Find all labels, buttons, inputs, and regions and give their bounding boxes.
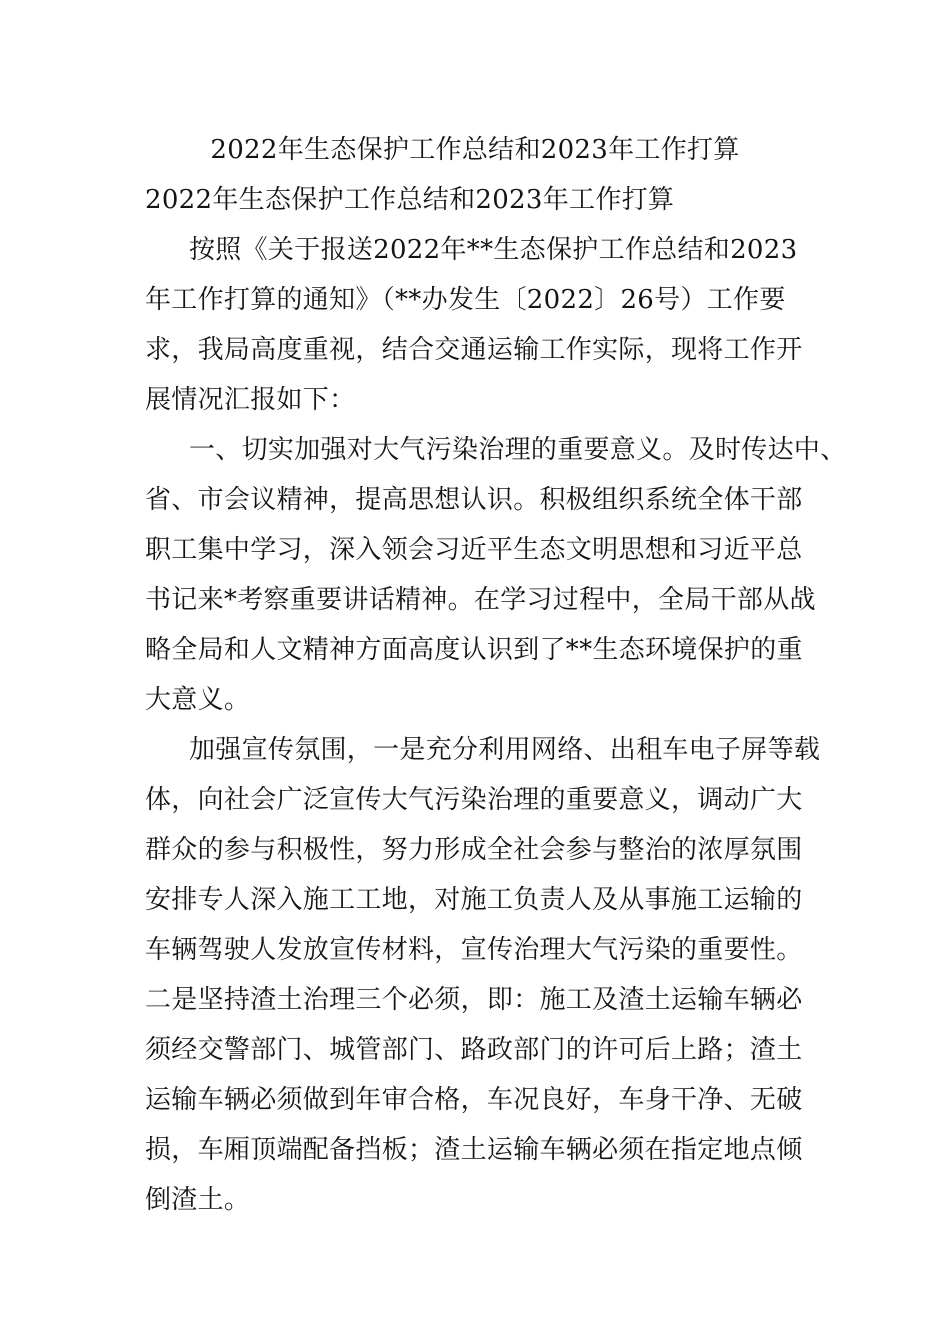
- paragraph-line: 展情况汇报如下：: [145, 385, 356, 415]
- paragraph-line: 按照《关于报送2022年**生态保护工作总结和2023: [189, 235, 798, 265]
- paragraph-line: 群众的参与积极性，努力形成全社会参与整治的浓厚氛围: [145, 835, 803, 865]
- paragraph-line: 损，车厢顶端配备挡板；渣土运输车辆必须在指定地点倾: [145, 1135, 803, 1165]
- paragraph-line: 须经交警部门、城管部门、路政部门的许可后上路；渣土: [145, 1035, 803, 1065]
- document-subtitle: 2022年生态保护工作总结和2023年工作打算: [145, 185, 675, 215]
- paragraph-line: 体，向社会广泛宣传大气污染治理的重要意义，调动广大: [145, 785, 803, 815]
- paragraph-line: 书记来*考察重要讲话精神。在学习过程中，全局干部从战: [145, 585, 816, 615]
- paragraph-line: 车辆驾驶人发放宣传材料，宣传治理大气污染的重要性。: [145, 935, 803, 965]
- paragraph-intro: [0, 225, 950, 425]
- paragraph-line: 二是坚持渣土治理三个必须，即：施工及渣土运输车辆必: [145, 985, 803, 1015]
- paragraph-line: 安排专人深入施工工地，对施工负责人及从事施工运输的: [145, 885, 803, 915]
- document-page: [0, 125, 950, 1225]
- paragraph-publicity: [0, 725, 950, 1225]
- paragraph-line: 求，我局高度重视，结合交通运输工作实际，现将工作开: [145, 335, 803, 365]
- paragraph-line: 倒渣土。: [145, 1185, 251, 1215]
- paragraph-line: 省、市会议精神，提高思想认识。积极组织系统全体干部: [145, 485, 803, 515]
- paragraph-line: 一、切实加强对大气污染治理的重要意义。及时传达中、: [189, 435, 847, 465]
- paragraph-section-one: [0, 425, 950, 725]
- document-title: 2022年生态保护工作总结和2023年工作打算: [210, 135, 740, 165]
- paragraph-line: 运输车辆必须做到年审合格，车况良好，车身干净、无破: [145, 1085, 803, 1115]
- paragraph-line: 加强宣传氛围，一是充分利用网络、出租车电子屏等载: [189, 735, 821, 765]
- paragraph-line: 大意义。: [145, 685, 251, 715]
- paragraph-line: 职工集中学习，深入领会习近平生态文明思想和习近平总: [145, 535, 803, 565]
- paragraph-line: 年工作打算的通知》（**办发生〔2022〕26号）工作要: [145, 285, 786, 315]
- paragraph-line: 略全局和人文精神方面高度认识到了**生态环境保护的重: [145, 635, 803, 665]
